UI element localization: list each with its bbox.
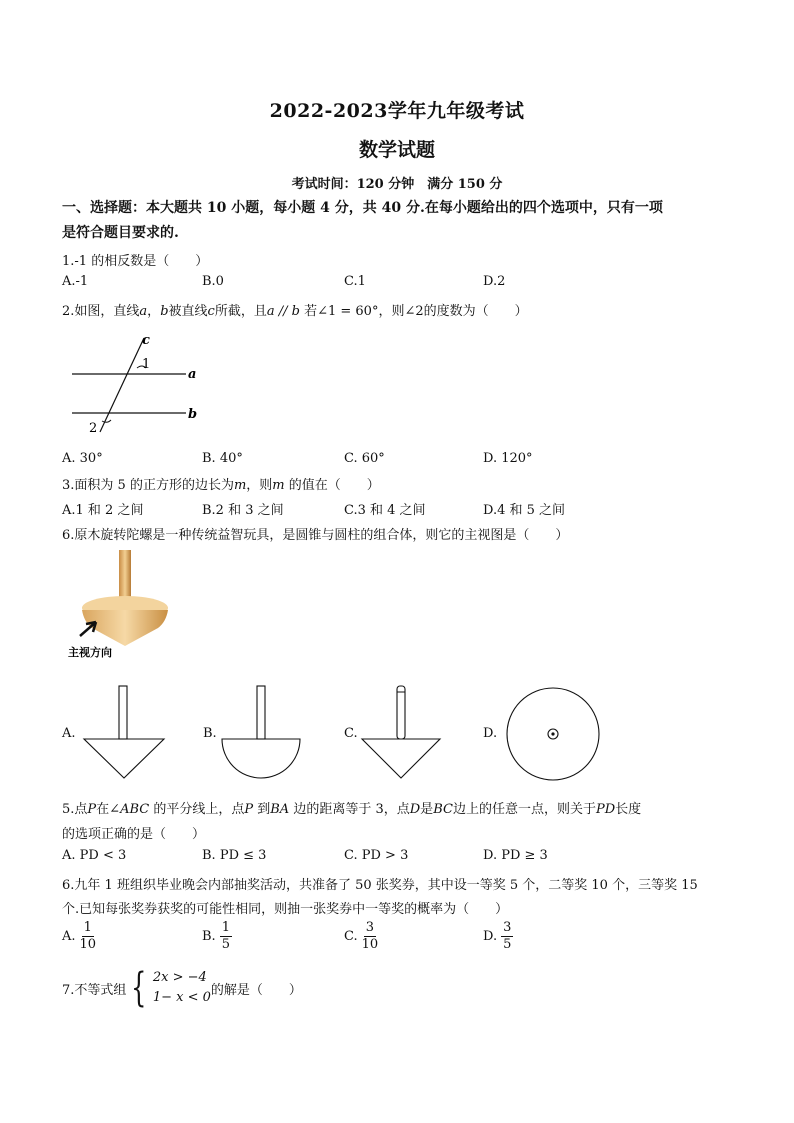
parallel-lines-figure xyxy=(62,328,222,443)
q3-text-2: ，则 xyxy=(246,478,273,493)
brace-icon: { xyxy=(131,965,147,1011)
q2-var-a: a xyxy=(139,304,148,319)
q5-option-d: D. PD ≥ 3 xyxy=(483,848,548,863)
q2-option-d: D. 120° xyxy=(483,451,533,466)
q5-option-b: B. PD ≤ 3 xyxy=(202,848,267,863)
q7-inequality-2: 1− x < 0 xyxy=(152,990,211,1005)
section-heading-line1: 一、选择题：本大题共 10 小题，每小题 4 分，共 40 分.在每小题给出的四个选项中，只有一项 xyxy=(62,200,663,216)
q7-inequality-1: 2x > −4 xyxy=(152,970,207,985)
q5-text-7: 边上的任意一点，则关于 xyxy=(452,802,596,817)
q5-text-1: 5.点 xyxy=(62,802,88,817)
q1-option-d: D.2 xyxy=(483,274,506,289)
q1-option-a: A.-1 xyxy=(62,274,89,289)
q5-stem-line1 xyxy=(62,798,641,817)
q4-option-d-figure xyxy=(500,686,608,782)
q4-stem: 6.原木旋转陀螺是一种传统益智玩具，是圆锥与圆柱的组合体，则它的主视图是（ ） xyxy=(62,528,569,543)
q3-option-b: B.2 和 3 之间 xyxy=(202,503,284,518)
q2-parallel: a // b xyxy=(266,304,300,319)
q6-stem-line2: 个.已知每张奖券获奖的可能性相同，则抽一张奖券中一等奖的概率为（ ） xyxy=(62,902,509,917)
arrow-icon xyxy=(80,622,96,636)
q4-option-a-figure xyxy=(82,684,166,780)
q5-var-p2: P xyxy=(244,802,254,817)
q7-text-2: 的解是（ ） xyxy=(210,982,302,998)
label-2: 2 xyxy=(89,421,98,436)
q2-text-4: 所截，且 xyxy=(214,304,267,319)
q6-option-c-fraction: $\frac{3}{10}$ xyxy=(361,920,379,952)
q3-stem xyxy=(62,474,380,493)
angle-2-arc xyxy=(102,420,111,422)
line-c xyxy=(100,338,144,432)
q2-stem xyxy=(62,300,528,319)
q6-option-a-letter: A. xyxy=(62,929,76,944)
spinning-top-photo xyxy=(62,548,182,663)
q5-text-6: 是 xyxy=(420,802,434,817)
q5-option-a: A. PD < 3 xyxy=(62,848,127,863)
q2-option-b: B. 40° xyxy=(202,451,243,466)
q2-angle-condition: ∠1 = 60° xyxy=(317,304,379,319)
q5-option-c: C. PD > 3 xyxy=(344,848,409,863)
q5-var-ba: BA xyxy=(270,802,290,817)
q3-var-m: m xyxy=(233,478,247,493)
q3-option-a: A.1 和 2 之间 xyxy=(62,503,144,518)
label-a: a xyxy=(188,367,197,382)
q1-option-b: B.0 xyxy=(202,274,224,289)
q5-var-d: D xyxy=(409,802,421,817)
q2-text-1: 2.如图，直线 xyxy=(62,304,140,319)
q4-option-b-figure xyxy=(219,684,303,780)
q4-option-b-letter: B. xyxy=(203,726,217,741)
exam-subtitle: 数学试题 xyxy=(358,139,435,161)
q2-option-a: A. 30° xyxy=(62,451,103,466)
q7-inequalities xyxy=(153,968,211,1008)
exam-info: 考试时间：120 分钟 满分 150 分 xyxy=(291,177,503,192)
section-heading-line2: 是符合题目要求的. xyxy=(62,225,179,241)
q2-option-c: C. 60° xyxy=(344,451,385,466)
top-stem xyxy=(119,550,131,602)
exam-title: 2022-2023学年九年级考试 xyxy=(269,100,525,122)
q5-text-4: 到 xyxy=(253,802,271,817)
q5-var-abc: ABC xyxy=(120,802,150,817)
q7-system xyxy=(62,965,302,1011)
q4-option-c-letter: C. xyxy=(344,726,358,741)
q6-option-c xyxy=(344,920,378,953)
view-direction-caption: 主视方向 xyxy=(68,646,112,659)
q5-text-5: 边的距离等于 3，点 xyxy=(289,802,410,817)
q2-text-3: 被直线 xyxy=(168,304,208,319)
q6-option-b-fraction: $\frac{1}{5}$ xyxy=(221,920,230,952)
q1-stem: 1.-1 的相反数是（ ） xyxy=(62,254,209,269)
q6-option-d xyxy=(483,920,513,953)
q4-option-a-letter: A. xyxy=(62,726,76,741)
q2-var-c: c xyxy=(207,304,215,319)
q6-option-d-letter: D. xyxy=(483,929,498,944)
q7-text-1: 7.不等式组 xyxy=(62,982,127,998)
q6-option-c-letter: C. xyxy=(344,929,358,944)
q4-option-d-letter: D. xyxy=(483,726,498,741)
q2-var-b: b xyxy=(160,304,169,319)
label-b: b xyxy=(188,407,198,422)
q6-option-b-letter: B. xyxy=(202,929,216,944)
q2-text-5: 若 xyxy=(299,304,318,319)
q5-text-8: 长度 xyxy=(615,802,642,817)
q1-option-c: C.1 xyxy=(344,274,366,289)
q7-stem xyxy=(62,965,302,1011)
q5-var-pd: PD xyxy=(595,802,616,817)
q5-text-2: 在∠ xyxy=(96,802,121,817)
q5-text-3: 的平分线上，点 xyxy=(149,802,245,817)
q4-option-c-figure xyxy=(360,684,444,780)
q3-text-3: 的值在（ ） xyxy=(284,478,380,493)
q3-var-m2: m xyxy=(272,478,285,493)
label-1: 1 xyxy=(142,357,151,372)
q6-option-b xyxy=(202,920,232,953)
q6-stem-line1: 6.九年 1 班组织毕业晚会内部抽奖活动，共准备了 50 张奖券，其中设一等奖 5 个，二等奖 10 个，三等奖 15 xyxy=(62,878,698,893)
q2-text-6: ，则∠2的度数为（ ） xyxy=(378,304,528,319)
label-c: c xyxy=(142,333,150,348)
q3-option-c: C.3 和 4 之间 xyxy=(344,503,426,518)
q6-option-a xyxy=(62,920,96,953)
q5-stem-line2: 的选项正确的是（ ） xyxy=(62,827,206,842)
q3-text-1: 3.面积为 5 的正方形的边长为 xyxy=(62,478,234,493)
q2-text-2: ， xyxy=(147,304,161,319)
q3-option-d: D.4 和 5 之间 xyxy=(483,503,566,518)
q6-option-d-fraction: $\frac{3}{5}$ xyxy=(503,920,512,952)
q5-var-p: P xyxy=(87,802,97,817)
q6-option-a-fraction: $\frac{1}{10}$ xyxy=(79,920,97,952)
q5-var-bc: BC xyxy=(433,802,453,817)
